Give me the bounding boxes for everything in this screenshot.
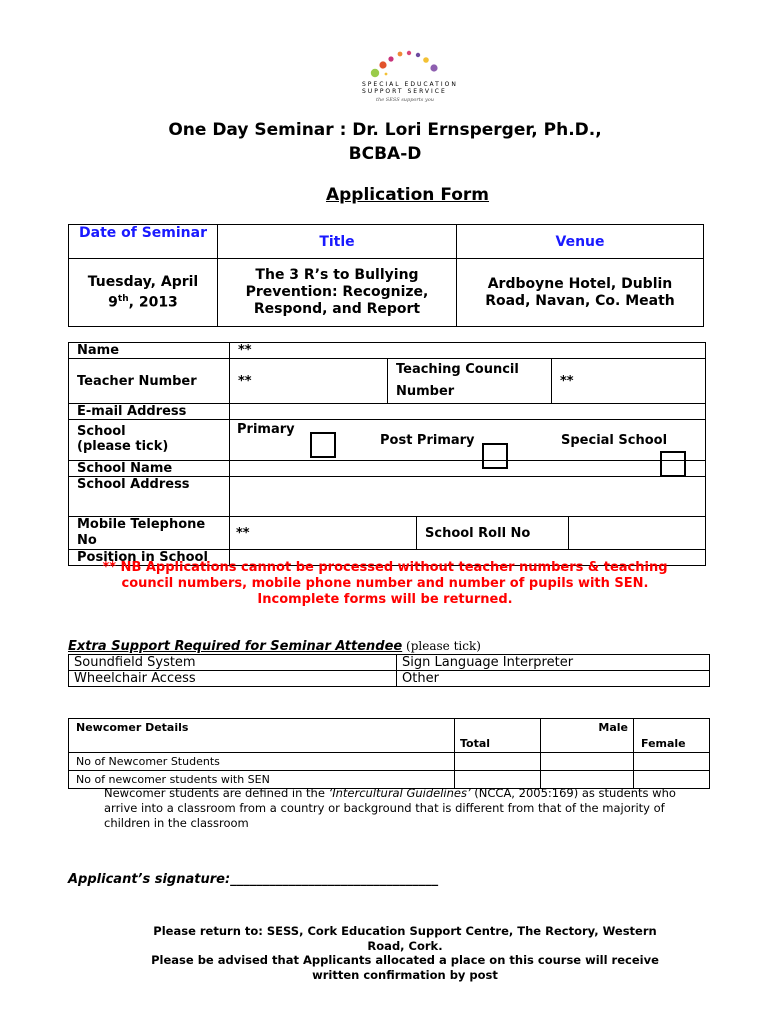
seminar-title-line-2: BCBA-D: [348, 144, 422, 164]
option-sign-language[interactable]: Sign Language Interpreter: [397, 655, 710, 671]
newcomer-students-label: No of Newcomer Students: [69, 753, 455, 771]
advise-line-2: written confirmation by post: [312, 967, 498, 982]
teacher-number-field[interactable]: **: [230, 359, 388, 404]
option-soundfield[interactable]: Soundfield System: [69, 655, 397, 671]
school-address-field[interactable]: [230, 477, 706, 517]
logo-dot: [398, 52, 403, 57]
extra-support-title: Extra Support Required for Seminar Attendee: [68, 639, 403, 654]
notice-line-1: ** NB Applications cannot be processed without teacher numbers & teaching: [102, 560, 668, 575]
date-value-year: , 2013: [128, 294, 178, 311]
newcomer-total-field[interactable]: [455, 753, 541, 771]
female-header: Female: [634, 719, 710, 753]
logo-line-1: SPECIAL EDUCATION: [362, 81, 458, 88]
newcomer-sen-label: No of newcomer students with SEN: [69, 771, 455, 789]
school-label: [69, 420, 230, 461]
newcomer-note-pre: Newcomer students are defined in the: [104, 786, 329, 800]
incomplete-forms-notice: [60, 560, 710, 608]
date-value: [69, 259, 218, 327]
form-title: Application Form: [325, 185, 490, 205]
signature-line[interactable]: [68, 872, 438, 887]
total-header: Total: [455, 719, 541, 753]
mobile-label-1: Mobile Telephone: [77, 517, 206, 532]
extra-support-note: (please tick): [402, 639, 481, 653]
option-wheelchair[interactable]: Wheelchair Access: [69, 671, 397, 687]
name-field[interactable]: **: [230, 343, 706, 359]
logo-wordmark: [362, 81, 462, 95]
newcomer-female-field[interactable]: [634, 753, 710, 771]
position-label: Position in School: [69, 550, 230, 566]
school-name-field[interactable]: [230, 461, 706, 477]
seminar-title-line-1: One Day Seminar : Dr. Lori Ernsperger, Ph.D.,: [168, 120, 602, 140]
newcomer-definition: [104, 786, 704, 831]
teaching-council-label: [388, 359, 552, 404]
extra-support-heading: [68, 639, 481, 654]
venue-header: Venue: [457, 225, 704, 259]
school-label-2: (please tick): [77, 439, 169, 454]
special-school-label: Special School: [561, 433, 668, 448]
school-type-options: [230, 420, 706, 461]
logo-dot: [371, 69, 379, 77]
option-other[interactable]: Other: [397, 671, 710, 687]
date-value-day: 9: [108, 294, 118, 311]
email-field[interactable]: [230, 404, 706, 420]
school-roll-label: School Roll No: [417, 517, 569, 549]
signature-blank[interactable]: ________________________________: [230, 872, 439, 887]
school-roll-field[interactable]: [569, 517, 706, 549]
mobile-row: [230, 517, 706, 550]
return-line-2: Road, Cork.: [367, 938, 443, 953]
venue-value: Ardboyne Hotel, Dublin Road, Navan, Co. Meath: [457, 259, 704, 327]
return-instructions: [100, 924, 710, 982]
mobile-field[interactable]: **: [230, 517, 417, 549]
advise-line-1: Please be advised that Applicants allocated a place on this course will receive: [151, 953, 659, 967]
date-value-suffix: th: [117, 293, 129, 304]
title-value: The 3 R’s to Bullying Prevention: Recognize, Respond, and Report: [218, 259, 457, 327]
newcomer-details-table: [68, 718, 710, 789]
extra-support-table: [68, 654, 710, 687]
teacher-number-label: Teacher Number: [69, 359, 230, 404]
male-header: Male: [541, 719, 634, 753]
teaching-council-field[interactable]: **: [552, 359, 706, 404]
special-school-checkbox[interactable]: [660, 451, 686, 477]
teaching-council-label-2: Number: [396, 384, 455, 399]
post-primary-label: Post Primary: [380, 433, 475, 448]
date-header: Date of Seminar: [69, 225, 218, 259]
newcomer-note-italic: ‘Intercultural Guidelines’: [328, 786, 471, 800]
logo-line-2: SUPPORT SERVICE: [362, 88, 447, 95]
logo-dot: [388, 56, 393, 61]
primary-label: Primary: [237, 422, 295, 437]
logo-tagline: the SESS supports you: [376, 97, 435, 103]
signature-label: Applicant’s signature:: [68, 872, 231, 887]
title-header: Title: [218, 225, 457, 259]
mobile-label-2: No: [77, 533, 97, 548]
primary-checkbox[interactable]: [310, 432, 336, 458]
notice-line-3: Incomplete forms will be returned.: [257, 592, 513, 607]
newcomer-note-post: (NCCA, 2005:169) as students who arrive into a classroom from a country or background that is different from that of the majority of children in the classroom: [104, 786, 676, 830]
newcomer-male-field[interactable]: [541, 753, 634, 771]
logo-dot: [385, 73, 388, 76]
seminar-info-table: [68, 224, 704, 327]
return-line-1: Please return to: SESS, Cork Education Support Centre, The Rectory, Western: [153, 924, 657, 938]
name-label: Name: [69, 343, 230, 359]
notice-line-2: council numbers, mobile phone number and number of pupils with SEN.: [121, 576, 649, 591]
logo-dot: [416, 53, 420, 57]
applicant-details-table: [68, 342, 706, 566]
logo-dot: [423, 57, 429, 63]
school-name-label: School Name: [69, 461, 230, 477]
mobile-label: [69, 517, 230, 550]
school-label-1: School: [77, 424, 126, 439]
newcomer-header: Newcomer Details: [69, 719, 455, 753]
post-primary-checkbox[interactable]: [482, 443, 508, 469]
logo-dot: [430, 64, 437, 71]
date-value-main: Tuesday, April: [87, 273, 199, 290]
seminar-title: [0, 118, 770, 166]
email-label: E-mail Address: [69, 404, 230, 420]
school-address-label: School Address: [69, 477, 230, 517]
logo-dot: [407, 51, 411, 55]
teaching-council-label-1: Teaching Council: [396, 362, 519, 377]
logo-dot: [379, 61, 386, 68]
